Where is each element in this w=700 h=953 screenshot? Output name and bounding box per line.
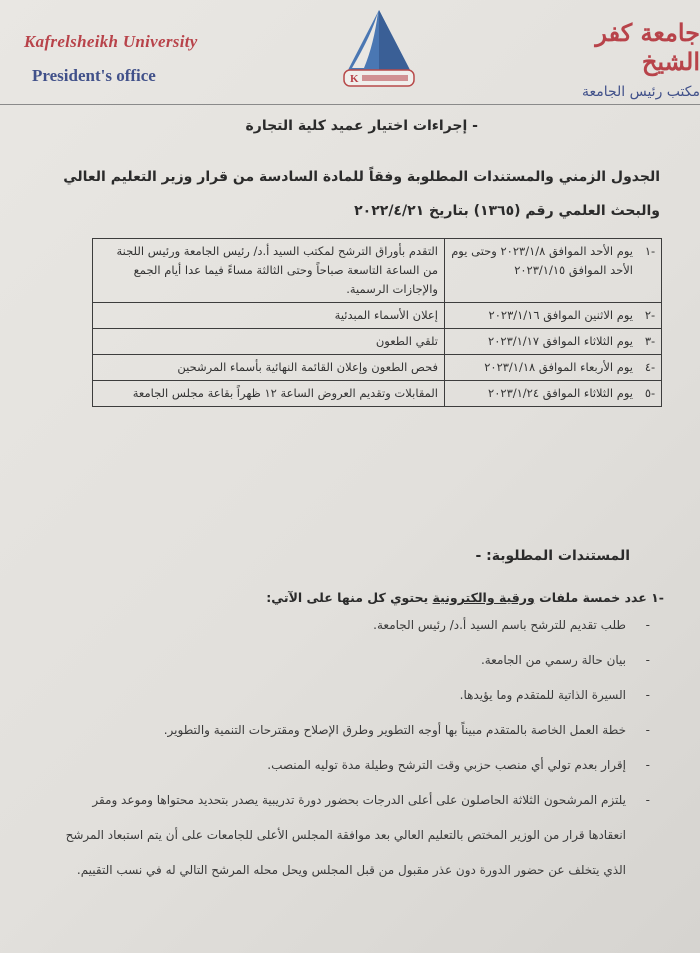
- schedule-row-date: يوم الثلاثاء الموافق ٢٠٢٣/١/١٧: [445, 329, 640, 355]
- requirement-subitem: - خطة العمل الخاصة بالمتقدم مبيناً بها أوجه التطوير وطرق الإصلاح ومقترحات التنمية والتطوير.: [56, 713, 656, 748]
- schedule-row-number: -٥: [639, 381, 662, 407]
- requirement-subitem: - طلب تقديم للترشح باسم السيد أ.د/ رئيس الجامعة.: [56, 608, 656, 643]
- header-left: [24, 32, 244, 86]
- schedule-row-number: -١: [639, 239, 662, 303]
- university-logo-icon: [338, 4, 420, 94]
- document-subtitle: الجدول الزمني والمستندات المطلوبة وفقاً للمادة السادسة من قرار وزير التعليم العالي والبحث العلمي رقم (١٣٦٥) بتاريخ ٢٠٢٢/٤/٢١: [63, 169, 660, 219]
- office-name-en: President's office: [32, 66, 156, 85]
- document-title: - إجراءات اختيار عميد كلية التجارة: [245, 118, 478, 134]
- schedule-row-number: -٣: [639, 329, 662, 355]
- schedule-row-action: المقابلات وتقديم العروض الساعة ١٢ ظهراً بقاعة مجلس الجامعة: [93, 381, 445, 407]
- requirement-item-1-prefix: -١ عدد خمسة ملفات: [534, 590, 664, 605]
- requirement-item-1: [266, 590, 664, 605]
- schedule-row: [93, 355, 662, 381]
- header-right: [550, 18, 700, 100]
- schedule-row-action: التقدم بأوراق الترشح لمكتب السيد أ.د/ رئيس الجامعة ورئيس اللجنة من الساعة التاسعة صباحاً وحتى الثالثة مساءً فيما عدا أيام الجمع والإجازات الرسمية.: [93, 239, 445, 303]
- schedule-row-date: يوم الأحد الموافق ٢٠٢٣/١/٨ وحتى يوم الأحد الموافق ٢٠٢٣/١/١٥: [445, 239, 640, 303]
- university-name-en: Kafrelsheikh University: [24, 32, 198, 51]
- schedule-row-action: تلقي الطعون: [93, 329, 445, 355]
- requirement-item-1-underlined: ورقية والكترونية: [432, 590, 535, 605]
- schedule-row-number: -٢: [639, 303, 662, 329]
- schedule-table: [92, 238, 662, 407]
- schedule-row-date: يوم الثلاثاء الموافق ٢٠٢٣/١/٢٤: [445, 381, 640, 407]
- requirement-subitems-list: [56, 608, 656, 888]
- university-name-ar: جامعة كفر الشيخ: [595, 18, 700, 76]
- logo-letter: K: [350, 73, 359, 85]
- requirement-subitem: - السيرة الذاتية للمتقدم وما يؤيدها.: [56, 678, 656, 713]
- requirement-subitem: - يلتزم المرشحون الثلاثة الحاصلون على أعلى الدرجات بحضور دورة تدريبية يصدر بتحديد محتواها وموعد ومقر انعقادها قرار من الوزير المختص بالتعليم العالي بعد موافقة المجلس الأعلى للجامعات على أن يتم استبعاد المرشح الذي يتخلف عن حضور الدورة دون عذر مقبول من قبل المجلس ويحل محله المرشح التالي له في نسب التقييم.: [56, 783, 656, 888]
- schedule-row: [93, 239, 662, 303]
- requirement-item-1-suffix: يحتوي كل منها على الآتي:: [266, 590, 433, 605]
- schedule-row: [93, 329, 662, 355]
- schedule-row-action: إعلان الأسماء المبدئية: [93, 303, 445, 329]
- schedule-row: [93, 381, 662, 407]
- schedule-row-date: يوم الأربعاء الموافق ٢٠٢٣/١/١٨: [445, 355, 640, 381]
- office-name-ar: مكتب رئيس الجامعة: [581, 84, 700, 100]
- schedule-row: [93, 303, 662, 329]
- schedule-row-number: -٤: [639, 355, 662, 381]
- requirement-subitem: - بيان حالة رسمي من الجامعة.: [56, 643, 656, 678]
- header-divider: [0, 104, 700, 105]
- requirement-subitem: - إقرار بعدم تولي أي منصب حزبي وقت الترشح وطيلة مدة توليه المنصب.: [56, 748, 656, 783]
- schedule-row-date: يوم الاثنين الموافق ٢٠٢٣/١/١٦: [445, 303, 640, 329]
- schedule-row-action: فحص الطعون وإعلان القائمة النهائية بأسماء المرشحين: [93, 355, 445, 381]
- requirements-title: المستندات المطلوبة: -: [475, 548, 630, 564]
